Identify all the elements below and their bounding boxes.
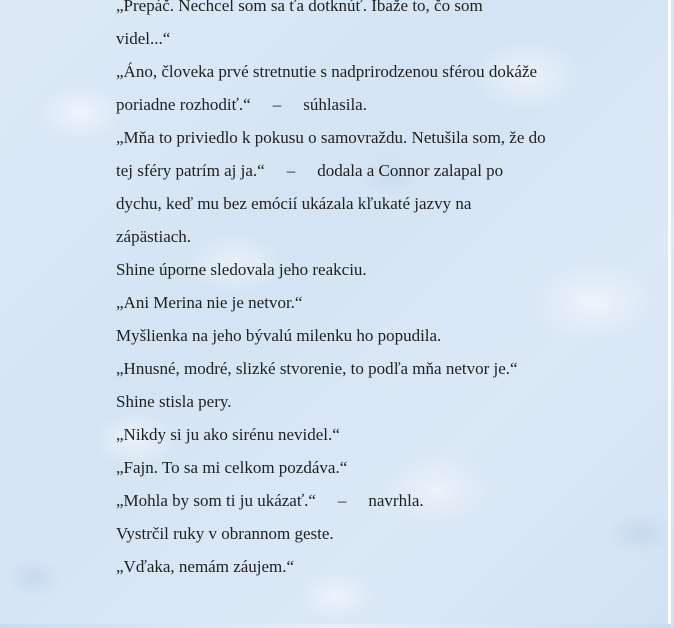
text-line: Vystrčil ruky v obrannom geste. [116, 524, 334, 543]
text-line: „Fajn. To sa mi celkom pozdáva.“ [116, 458, 348, 477]
page-bottom-edge [0, 624, 671, 628]
text-line: „Nikdy si ju ako sirénu nevidel.“ [116, 425, 340, 444]
text-line: „Mňa to priviedlo k pokusu o samovraždu. Netušila som, že do [116, 128, 546, 147]
text-line: „Áno, človeka prvé stretnutie s nadprirodzenou sférou dokáže [116, 62, 538, 81]
text-line [116, 484, 616, 517]
text-line: „Hnusné, modré, slizké stvorenie, to podľa mňa netvor je.“ [116, 359, 518, 378]
document-text [116, 0, 616, 583]
dialogue-dash: – [272, 95, 282, 114]
dialogue-text: tej sféry patrím aj ja.“ [116, 161, 265, 180]
text-line: zápästiach. [116, 227, 192, 246]
text-line: Myšlienka na jeho bývalú milenku ho popudila. [116, 326, 442, 345]
text-line [116, 154, 616, 187]
dialogue-text: „Mohla by som ti ju ukázať.“ [116, 491, 316, 510]
dialogue-text: poriadne rozhodiť.“ [116, 95, 251, 114]
dialogue-tag: navrhla. [368, 491, 424, 510]
dialogue-dash: – [337, 491, 347, 510]
text-line [116, 88, 616, 121]
text-line: dychu, keď mu bez emócií ukázala kľukaté jazvy na [116, 194, 472, 213]
text-line: videl...“ [116, 29, 171, 48]
dialogue-dash: – [286, 161, 296, 180]
text-line: Shine stisla pery. [116, 392, 232, 411]
text-line: „Vďaka, nemám záujem.“ [116, 557, 295, 576]
text-line: „Ani Merina nie je netvor.“ [116, 293, 303, 312]
text-line: Shine úporne sledovala jeho reakciu. [116, 260, 367, 279]
dialogue-tag: dodala a Connor zalapal po [317, 161, 504, 180]
text-line: „Prepáč. Nechcel som sa ťa dotknúť. Ibaže to, čo som [116, 0, 483, 15]
dialogue-tag: súhlasila. [303, 95, 367, 114]
